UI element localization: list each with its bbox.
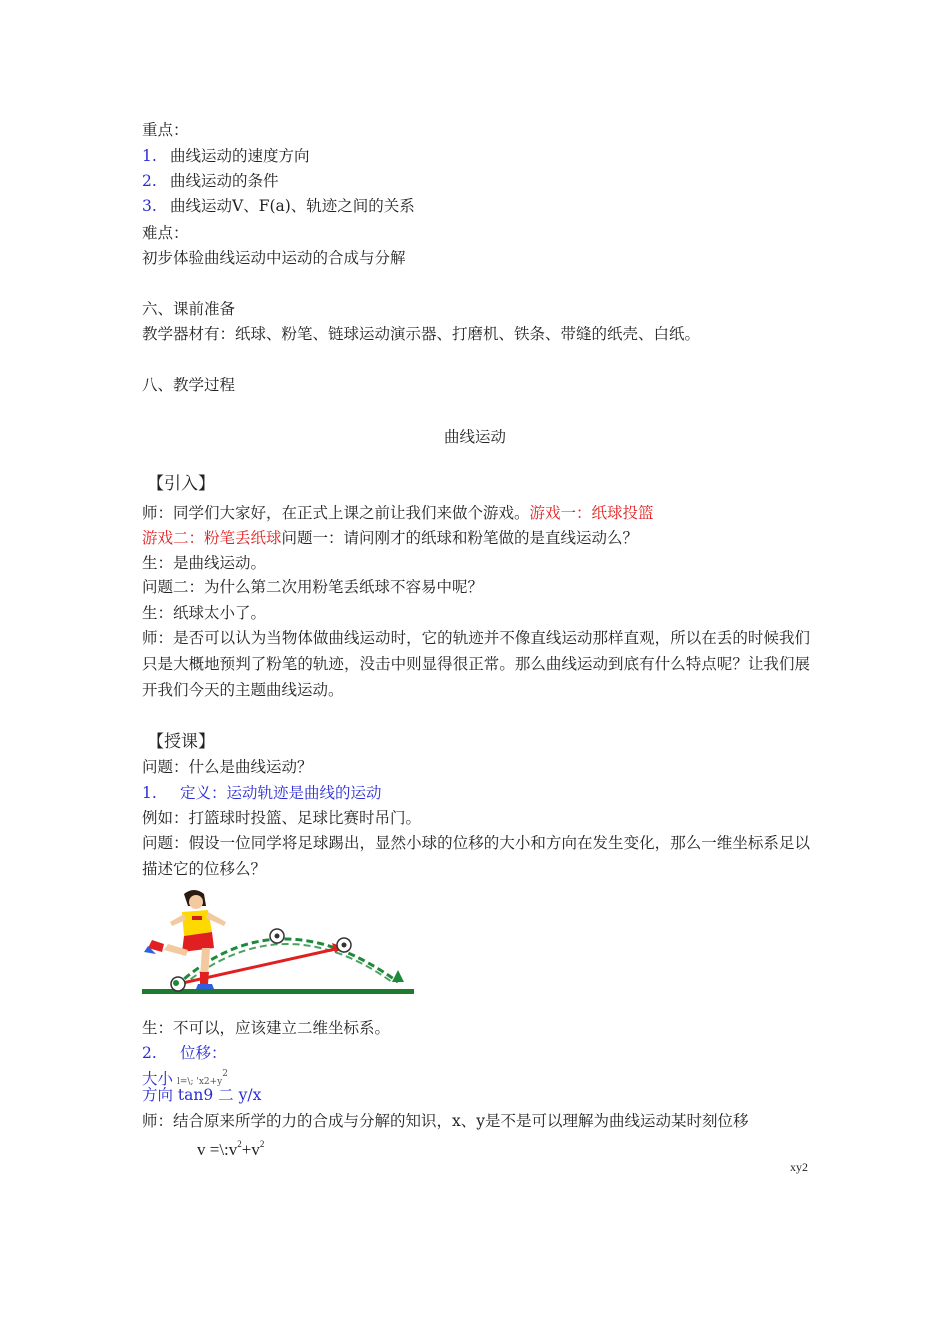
example-text: 例如：打篮球时投篮、足球比赛时吊门。 [142, 809, 422, 827]
page-title: 曲线运动 [443, 428, 506, 446]
difficulty-text: 初步体验曲线运动中运动的合成与分解 [142, 249, 406, 267]
definition-text: 定义：运动轨迹是曲线的运动 [180, 784, 382, 802]
list-number: 2. [142, 172, 157, 190]
teacher-line: 师：结合原来所学的力的合成与分解的知识，x、y是不是可以理解为曲线运动某时刻位移 [142, 1112, 749, 1130]
lesson-question: 问题：什么是曲线运动？ [142, 758, 313, 776]
answer2-text: 生：纸球太小了。 [142, 604, 267, 622]
intro-text: 师：同学们大家好，在正式上课之前让我们来做个游戏。 [142, 504, 530, 522]
magnitude-superscript: 2 [222, 1069, 228, 1079]
answer-text: 生：不可以，应该建立二维坐标系。 [142, 1019, 391, 1037]
list-number: 2. [142, 1044, 157, 1062]
game1-text: 游戏一：纸球投篮 [529, 504, 654, 522]
list-number: 1. [142, 784, 157, 802]
intro-line [142, 528, 638, 548]
question1-text: 问题一：请问刚才的纸球和粉笔做的是直线运动么？ [281, 529, 639, 547]
game2-text: 游戏二：粉笔丢纸球 [142, 529, 282, 547]
displacement-item [142, 1043, 227, 1063]
list-text: 曲线运动V、F(a)、轨迹之间的关系 [170, 197, 415, 215]
formula-superscript: 2 [259, 1139, 265, 1149]
displacement-text: 位移： [180, 1044, 227, 1062]
teacher-paragraph: 师：是否可以认为当物体做曲线运动时，它的轨迹并不像直线运动那样直观，所以在丢的时候我们只是大概地预判了粉笔的轨迹，没击中则显得很正常。那么曲线运动到底有什么特点呢？让我们展开我们今天的主题曲线运动。 [142, 629, 810, 699]
difficulty-heading: 难点： [142, 224, 189, 242]
magnitude-label: 大小 [142, 1070, 174, 1088]
question-paragraph: 问题：假设一位同学将足球踢出，显然小球的位移的大小和方向在发生变化，那么一维坐标系足以描述它的位移么？ [142, 834, 810, 878]
lesson-label: 【授课】 [147, 732, 215, 752]
preparation-heading: 六、课前准备 [142, 300, 236, 318]
list-text: 曲线运动的速度方向 [170, 147, 310, 165]
intro-label: 【引入】 [147, 474, 215, 494]
process-heading: 八、教学过程 [142, 376, 236, 394]
velocity-formula [197, 1139, 264, 1160]
landing-marker [392, 970, 404, 982]
intro-line [142, 503, 654, 523]
direction-text: 方向 tan9 二 y/x [142, 1086, 262, 1104]
player-figure [144, 890, 226, 989]
key-point-item [142, 171, 279, 191]
list-number: 3. [142, 197, 157, 215]
magnitude-formula: l=\; 'x2+y [177, 1077, 223, 1087]
formula-plus: +v [241, 1140, 260, 1159]
formula-main: v =\:v [197, 1140, 238, 1159]
preparation-text: 教学器材有：纸球、粉笔、链球运动演示器、打磨机、铁条、带缝的纸壳、白纸。 [142, 325, 701, 343]
list-number: 1. [142, 147, 157, 165]
definition-item [142, 783, 382, 803]
key-point-item [142, 146, 310, 166]
key-points-heading: 重点： [142, 121, 189, 139]
key-point-item [142, 196, 415, 216]
footer-fragment: xy2 [790, 1160, 808, 1174]
list-text: 曲线运动的条件 [170, 172, 279, 190]
answer1-text: 生：是曲线运动。 [142, 554, 267, 572]
ball-trajectory-curve-2 [182, 944, 392, 986]
football-kick-illustration [142, 886, 416, 998]
formula-superscript: 2 [237, 1139, 242, 1149]
question2-text: 问题二：为什么第二次用粉笔丢纸球不容易中呢？ [142, 578, 484, 596]
